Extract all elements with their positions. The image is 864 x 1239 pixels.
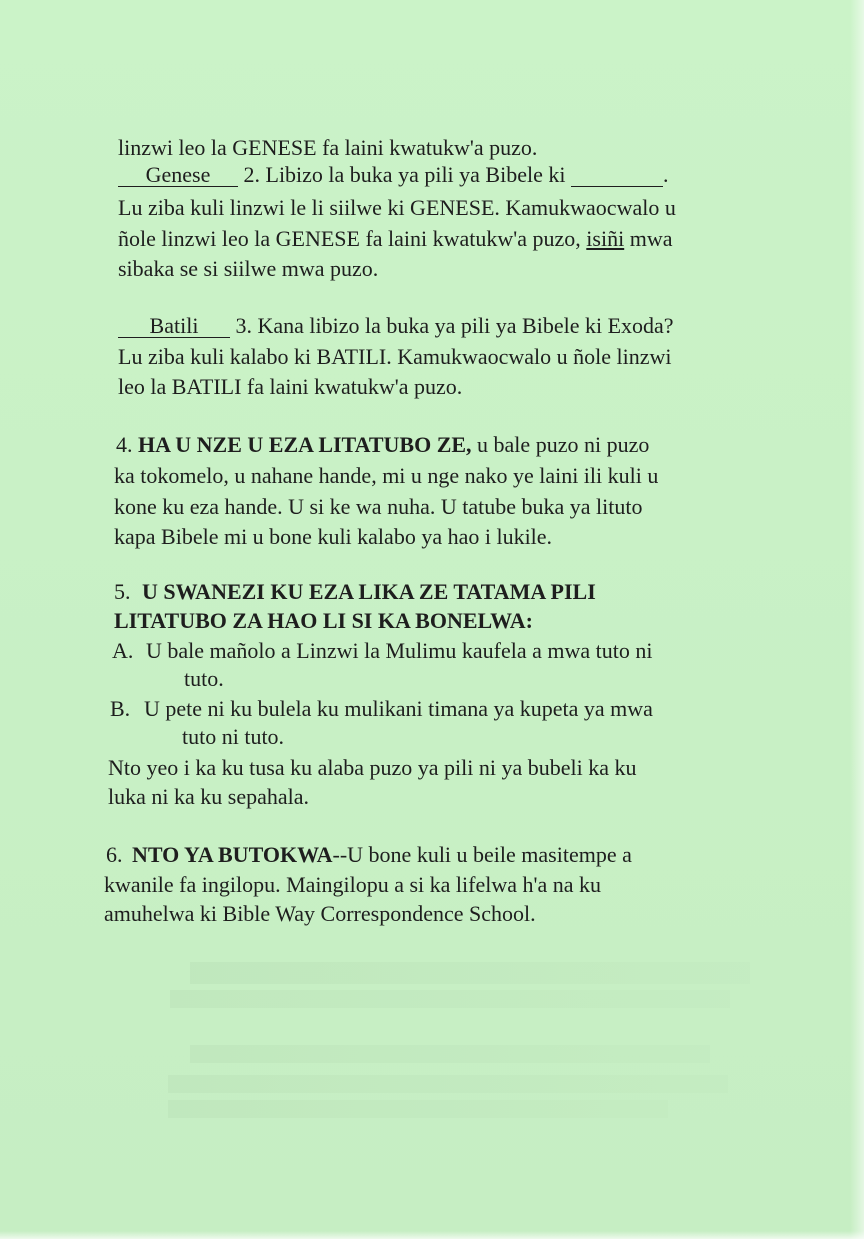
section-5-closing-line-1: [108, 753, 636, 783]
section-4-number: 4.: [116, 432, 133, 457]
underlined-word: isiñi: [586, 226, 625, 251]
question-2-end: .: [662, 162, 669, 187]
text-line-content: luka ni ka ku sepahala.: [108, 784, 309, 809]
text-line-content: u bale puzo ni puzo: [477, 432, 650, 457]
reverse-side-bleed: [168, 1100, 668, 1118]
question-3-line-2: [118, 342, 672, 372]
text-line-content: --U bone kuli u beile masitempe a: [332, 842, 632, 867]
text-line-content: sibaka se si siilwe mwa puzo.: [118, 256, 379, 281]
section-6-line-2: [104, 870, 601, 900]
text-line-content: ka tokomelo, u nahane hande, mi u nge nako ye laini ili kuli u: [114, 463, 659, 488]
question-2-text: 2. Libizo la buka ya pili ya Bibele ki: [243, 162, 566, 187]
reverse-side-bleed: [170, 990, 730, 1008]
question-3-text: 3. Kana libizo la buka ya pili ya Bibele ki Exoda?: [235, 313, 674, 338]
section-5-heading: U SWANEZI KU EZA LIKA ZE TATAMA PILI: [142, 579, 596, 604]
reverse-side-bleed: [190, 962, 750, 984]
reverse-side-bleed: [190, 1045, 710, 1063]
fill-blank: [571, 164, 663, 187]
text-line-content: ñole linzwi leo la GENESE fa laini kwatukw'a puzo,: [118, 226, 581, 251]
question-3-line-1: [118, 311, 674, 341]
section-4-line-3: [114, 492, 642, 522]
text-line-content: linzwi leo la GENESE fa laini kwatukw'a puzo.: [118, 135, 538, 160]
text-line-content: Nto yeo i ka ku tusa ku alaba puzo ya pili ni ya bubeli ka ku: [108, 755, 637, 780]
text-line-content: Lu ziba kuli linzwi le li siilwe ki GENESE. Kamukwaocwalo u: [118, 195, 676, 220]
text-line: [118, 133, 537, 163]
answer-q2: Genese: [145, 162, 211, 187]
item-a-text: U bale mañolo a Linzwi la Mulimu kaufela a mwa tuto ni: [146, 638, 653, 663]
section-6-number: 6.: [106, 842, 123, 867]
section-6-heading: NTO YA BUTOKWA: [132, 842, 333, 867]
answer-q3: Batili: [149, 313, 199, 338]
question-2-line-4: [118, 254, 378, 284]
paper-edge-right: [850, 0, 864, 1239]
section-5-heading-line-2: [114, 606, 533, 636]
section-5-item-a: [112, 636, 652, 666]
section-5-item-b: [110, 694, 653, 724]
reverse-side-bleed: [168, 1075, 728, 1093]
text-line-content: Lu ziba kuli kalabo ki BATILI. Kamukwaocwalo u ñole linzwi: [118, 344, 672, 369]
section-6-line-1: [106, 840, 632, 870]
item-a-label: A.: [112, 638, 134, 663]
text-line-content: kwanile fa ingilopu. Maingilopu a si ka lifelwa h'a na ku: [104, 872, 602, 897]
section-4-line-2: [114, 461, 658, 491]
text-line-content: kapa Bibele mi u bone kuli kalabo ya hao i lukile.: [114, 524, 553, 549]
text-line-content: kone ku eza hande. U si ke wa nuha. U tatube buka ya lituto: [114, 494, 643, 519]
section-5-closing-line-2: [108, 782, 309, 812]
paper-edge-bottom: [0, 1231, 864, 1239]
text-line-content: tuto.: [184, 666, 224, 691]
text-line-content: leo la BATILI fa laini kwatukw'a puzo.: [118, 374, 463, 399]
section-4-line-1: [116, 430, 649, 460]
question-3-line-3: [118, 372, 462, 402]
section-5-item-b-cont: [182, 722, 284, 752]
question-2-line-2: [118, 193, 676, 223]
section-5-heading-line-1: [114, 577, 596, 607]
item-b-text: U pete ni ku bulela ku mulikani timana ya kupeta ya mwa: [144, 696, 653, 721]
answer-blank-q2: [118, 164, 238, 187]
section-5-heading-cont: LITATUBO ZA HAO LI SI KA BONELWA:: [114, 608, 533, 633]
item-b-label: B.: [110, 696, 131, 721]
section-5-number: 5.: [114, 579, 131, 604]
question-2-line-3: [118, 224, 672, 254]
text-line-content: tuto ni tuto.: [182, 724, 285, 749]
section-4-line-4: [114, 522, 552, 552]
section-4-heading: HA U NZE U EZA LITATUBO ZE,: [138, 432, 472, 457]
answer-blank-q3: [118, 315, 230, 338]
question-2-line-1: [118, 160, 668, 190]
section-6-line-3: [104, 899, 536, 929]
text-line-content: mwa: [629, 226, 673, 251]
section-5-item-a-cont: [184, 664, 224, 694]
text-line-content: amuhelwa ki Bible Way Correspondence School.: [104, 901, 536, 926]
